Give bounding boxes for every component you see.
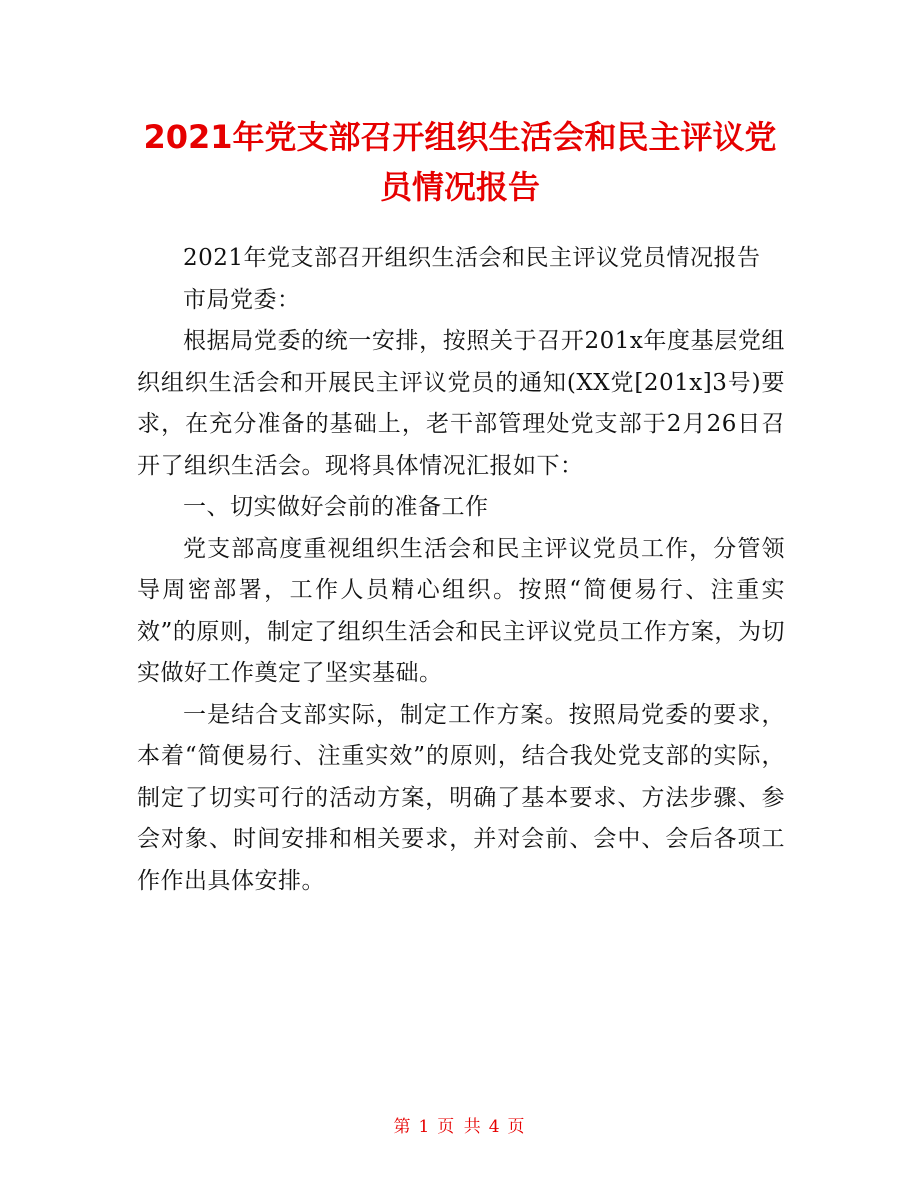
paragraph-intro: 根据局党委的统一安排，按照关于召开201x年度基层党组织组织生活会和开展民主评议党员的通知(XX党[201x]3号)要求，在充分准备的基础上，老干部管理处党支部于2月26日召开了组织生活会。现将具体情况汇报如下： <box>137 328 785 479</box>
page-number-footer <box>0 1112 920 1137</box>
document-body <box>137 238 785 902</box>
document-title: 2021年党支部召开组织生活会和民主评议党员情况报告 <box>143 118 777 206</box>
paragraph-section-heading: 一、切实做好会前的准备工作 <box>183 494 489 520</box>
footer-mid: 页 共 <box>437 1117 483 1137</box>
footer-current-page: 1 <box>418 1117 432 1137</box>
footer-total-pages: 4 <box>488 1117 502 1137</box>
paragraph-preparation: 党支部高度重视组织生活会和民主评议党员工作，分管领导周密部署，工作人员精心组织。按照“简便易行、注重实效”的原则，制定了组织生活会和民主评议党员工作方案，为切实做好工作奠定了坚实基础。 <box>137 535 785 686</box>
footer-prefix: 第 <box>393 1117 413 1137</box>
paragraph-work-plan: 一是结合支部实际，制定工作方案。按照局党委的要求，本着“简便易行、注重实效”的原则，结合我处党支部的实际，制定了切实可行的活动方案，明确了基本要求、方法步骤、参会对象、时间安排和相关要求，并对会前、会中、会后各项工作作出具体安排。 <box>137 701 785 894</box>
footer-suffix: 页 <box>507 1117 527 1137</box>
paragraph-heading-repeat: 2021年党支部召开组织生活会和民主评议党员情况报告 <box>183 245 761 271</box>
paragraph-addressee: 市局党委： <box>183 286 301 313</box>
